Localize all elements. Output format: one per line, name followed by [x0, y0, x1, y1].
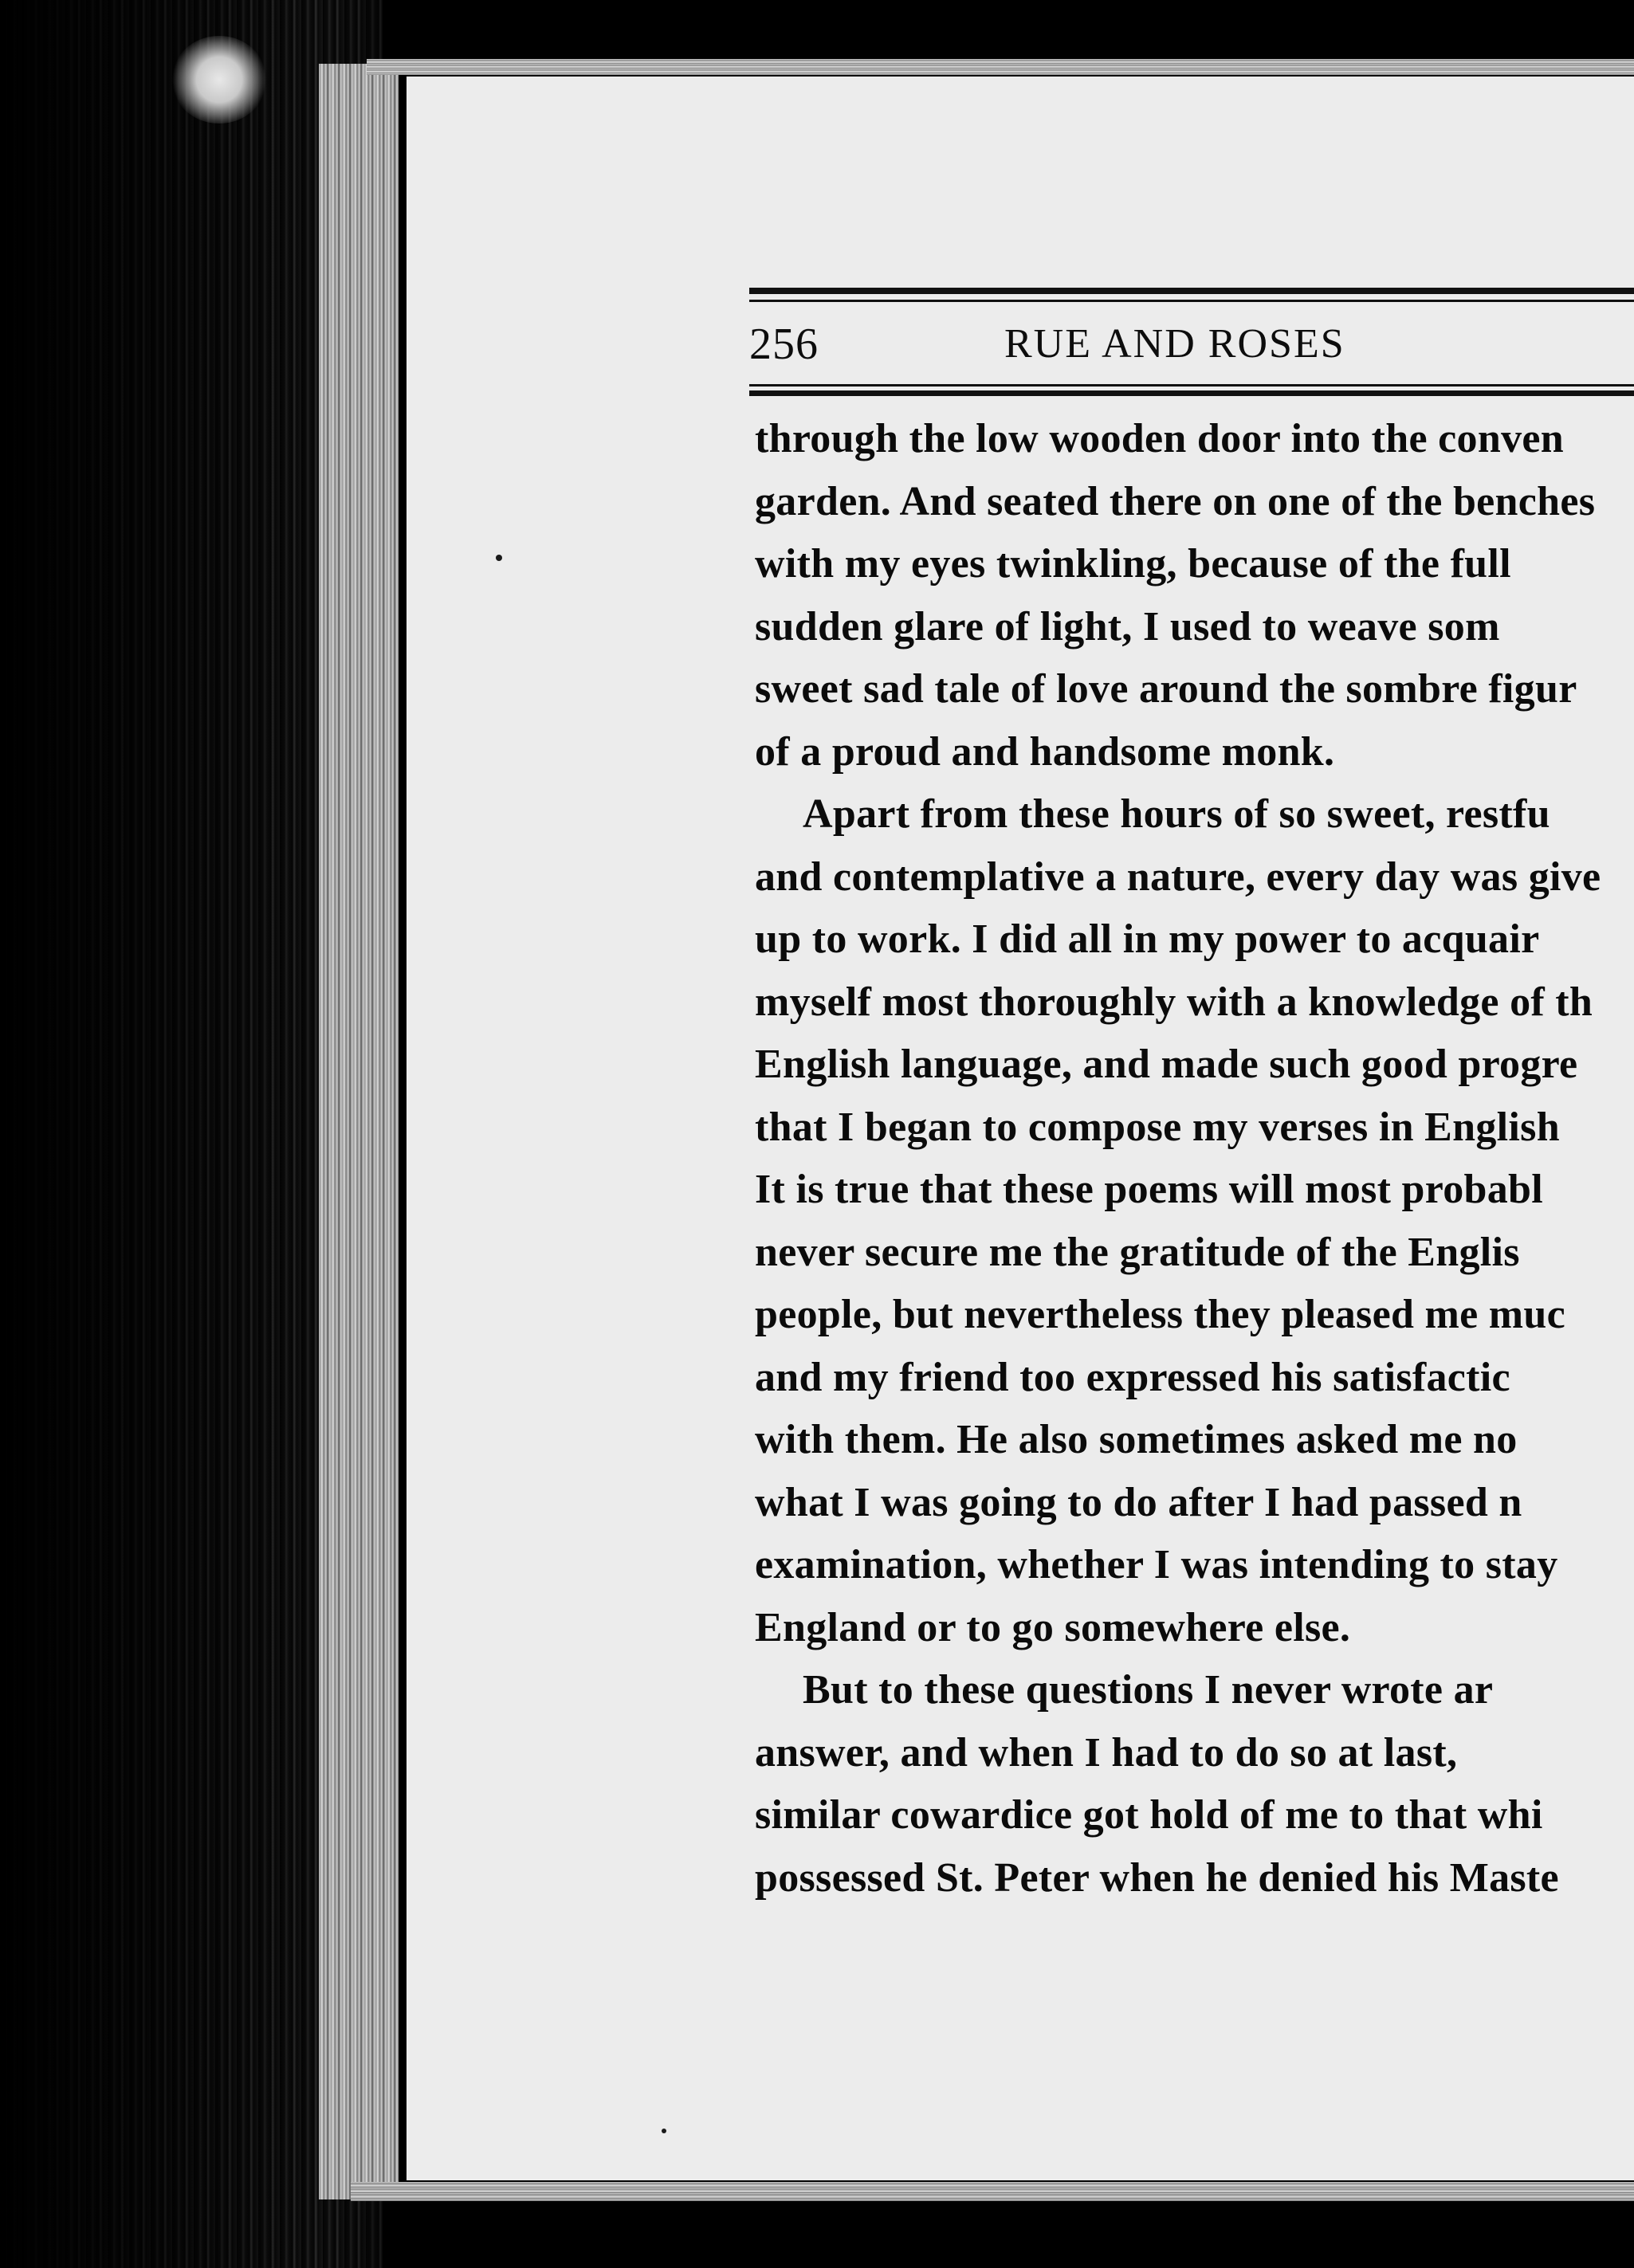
paragraph-start-line: But to these questions I never wrote ar: [803, 1667, 1494, 1713]
text-line: and contemplative a nature, every day was give: [755, 853, 1601, 900]
text-line: and my friend too expressed his satisfactic: [755, 1354, 1510, 1400]
bottom-page-edge: [351, 2182, 1634, 2201]
header-rule-thick-bottom: [749, 390, 1634, 396]
text-line: answer, and when I had to do so at last,: [755, 1729, 1458, 1776]
text-line: It is true that these poems will most probabl: [755, 1167, 1543, 1212]
text-line: through the low wooden door into the conven: [755, 416, 1564, 461]
text-line: that I began to compose my verses in English: [755, 1104, 1560, 1150]
text-line: people, but nevertheless they pleased me muc: [755, 1292, 1565, 1337]
text-line: garden. And seated there on one of the benches: [755, 478, 1596, 524]
body-text: [755, 408, 1634, 1909]
ink-speck: [496, 555, 502, 561]
page-header: [749, 316, 1634, 379]
text-line: similar cowardice got hold of me to that whi: [755, 1792, 1543, 1838]
header-rule-thick-top: [749, 288, 1634, 294]
text-line: examination, whether I was intending to stay: [755, 1542, 1558, 1587]
text-line: never secure me the gratitude of the Englis: [755, 1229, 1520, 1275]
header-rule-thin-bottom: [749, 384, 1634, 387]
text-line: up to work. I did all in my power to acquair: [755, 916, 1540, 962]
page-number: 256: [749, 320, 819, 369]
book-page: [407, 77, 1634, 2180]
text-line: of a proud and handsome monk.: [755, 728, 1335, 775]
text-line: England or to go somewhere else.: [755, 1604, 1351, 1650]
text-line: possessed St. Peter when he denied his Maste: [755, 1854, 1559, 1901]
text-line: English language, and made such good progre: [755, 1042, 1578, 1087]
paragraph-start-line: Apart from these hours of so sweet, restfu: [803, 791, 1550, 837]
text-line: what I was going to do after I had passed n: [755, 1479, 1522, 1525]
text-line: with my eyes twinkling, because of the full: [755, 541, 1511, 587]
header-rule-thin-top: [749, 300, 1634, 302]
ink-speck: [662, 2129, 666, 2133]
text-line: sweet sad tale of love around the sombre figur: [755, 666, 1577, 712]
text-line: sudden glare of light, I used to weave som: [755, 603, 1500, 649]
page-stack-edges: [319, 64, 399, 2199]
running-head: RUE AND ROSES: [1004, 321, 1345, 367]
top-page-edge: [367, 59, 1634, 75]
text-line: with them. He also sometimes asked me no: [755, 1417, 1518, 1462]
paper-speck: [171, 36, 267, 124]
text-line: myself most thoroughly with a knowledge of th: [755, 979, 1593, 1025]
